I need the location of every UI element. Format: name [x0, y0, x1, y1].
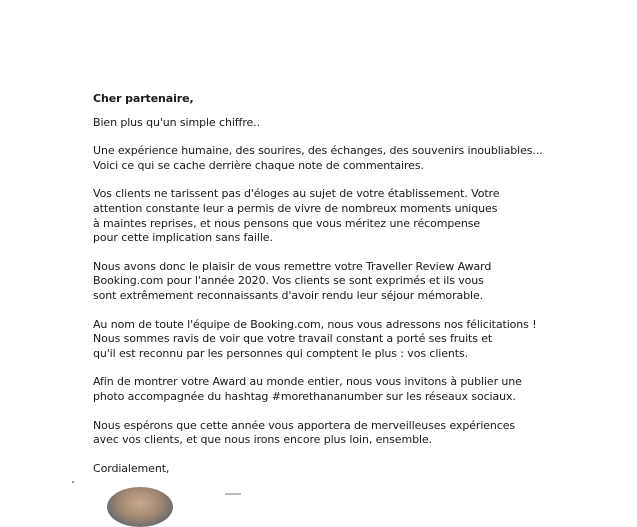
paragraph-award: [93, 260, 613, 304]
paragraph-line: Nous sommes ravis de voir que votre travail constant a porté ses fruits et: [93, 332, 493, 346]
paragraph-line: Bien plus qu'un simple chiffre..: [93, 115, 260, 129]
paragraph-line: Nous avons donc le plaisir de vous remettre votre Traveller Review Award: [93, 259, 492, 273]
paragraph-hashtag: [93, 375, 613, 404]
signatory-photo: [107, 487, 173, 527]
paragraph-line: à maintes reprises, et nous pensons que vous méritez une récompense: [93, 216, 481, 230]
scan-speck: [72, 481, 74, 483]
paragraph-line: Au nom de toute l'équipe de Booking.com, nous vous adressons nos félicitations !: [93, 317, 537, 331]
paragraph-line: Vos clients ne tarissent pas d'éloges au sujet de votre établissement. Votre: [93, 187, 500, 201]
paragraph-line: Voici ce qui se cache derrière chaque note de commentaires.: [93, 158, 424, 172]
letter-body: [93, 92, 613, 476]
paragraph-line: avec vos clients, et que nous irons encore plus loin, ensemble.: [93, 433, 432, 447]
paragraph-experience: [93, 144, 613, 173]
paragraph-line: pour cette implication sans faille.: [93, 231, 273, 245]
paragraph-line: Une expérience humaine, des sourires, des échanges, des souvenirs inoubliables...: [93, 144, 543, 158]
paragraph-line: photo accompagnée du hashtag #morethananumber sur les réseaux sociaux.: [93, 389, 516, 403]
paragraph-congratulations: [93, 318, 613, 362]
paragraph-line: Afin de montrer votre Award au monde entier, nous vous invitons à publier une: [93, 375, 522, 389]
closing: Cordialement,: [93, 461, 170, 475]
paragraph-line: Nous espérons que cette année vous apportera de merveilleuses expériences: [93, 418, 516, 432]
paragraph-intro: [93, 116, 613, 131]
paragraph-line: qu'il est reconnu par les personnes qui comptent le plus : vos clients.: [93, 346, 469, 360]
paragraph-line: sont extrêmement reconnaissants d'avoir rendu leur séjour mémorable.: [93, 288, 484, 302]
paragraph-praise: [93, 187, 613, 245]
paragraph-line: Booking.com pour l'année 2020. Vos clients se sont exprimés et ils vous: [93, 274, 484, 288]
signature-mark: [225, 493, 241, 495]
paragraph-wishes: [93, 419, 613, 448]
greeting: Cher partenaire,: [93, 92, 194, 105]
paragraph-line: attention constante leur a permis de vivre de nombreux moments uniques: [93, 201, 498, 215]
